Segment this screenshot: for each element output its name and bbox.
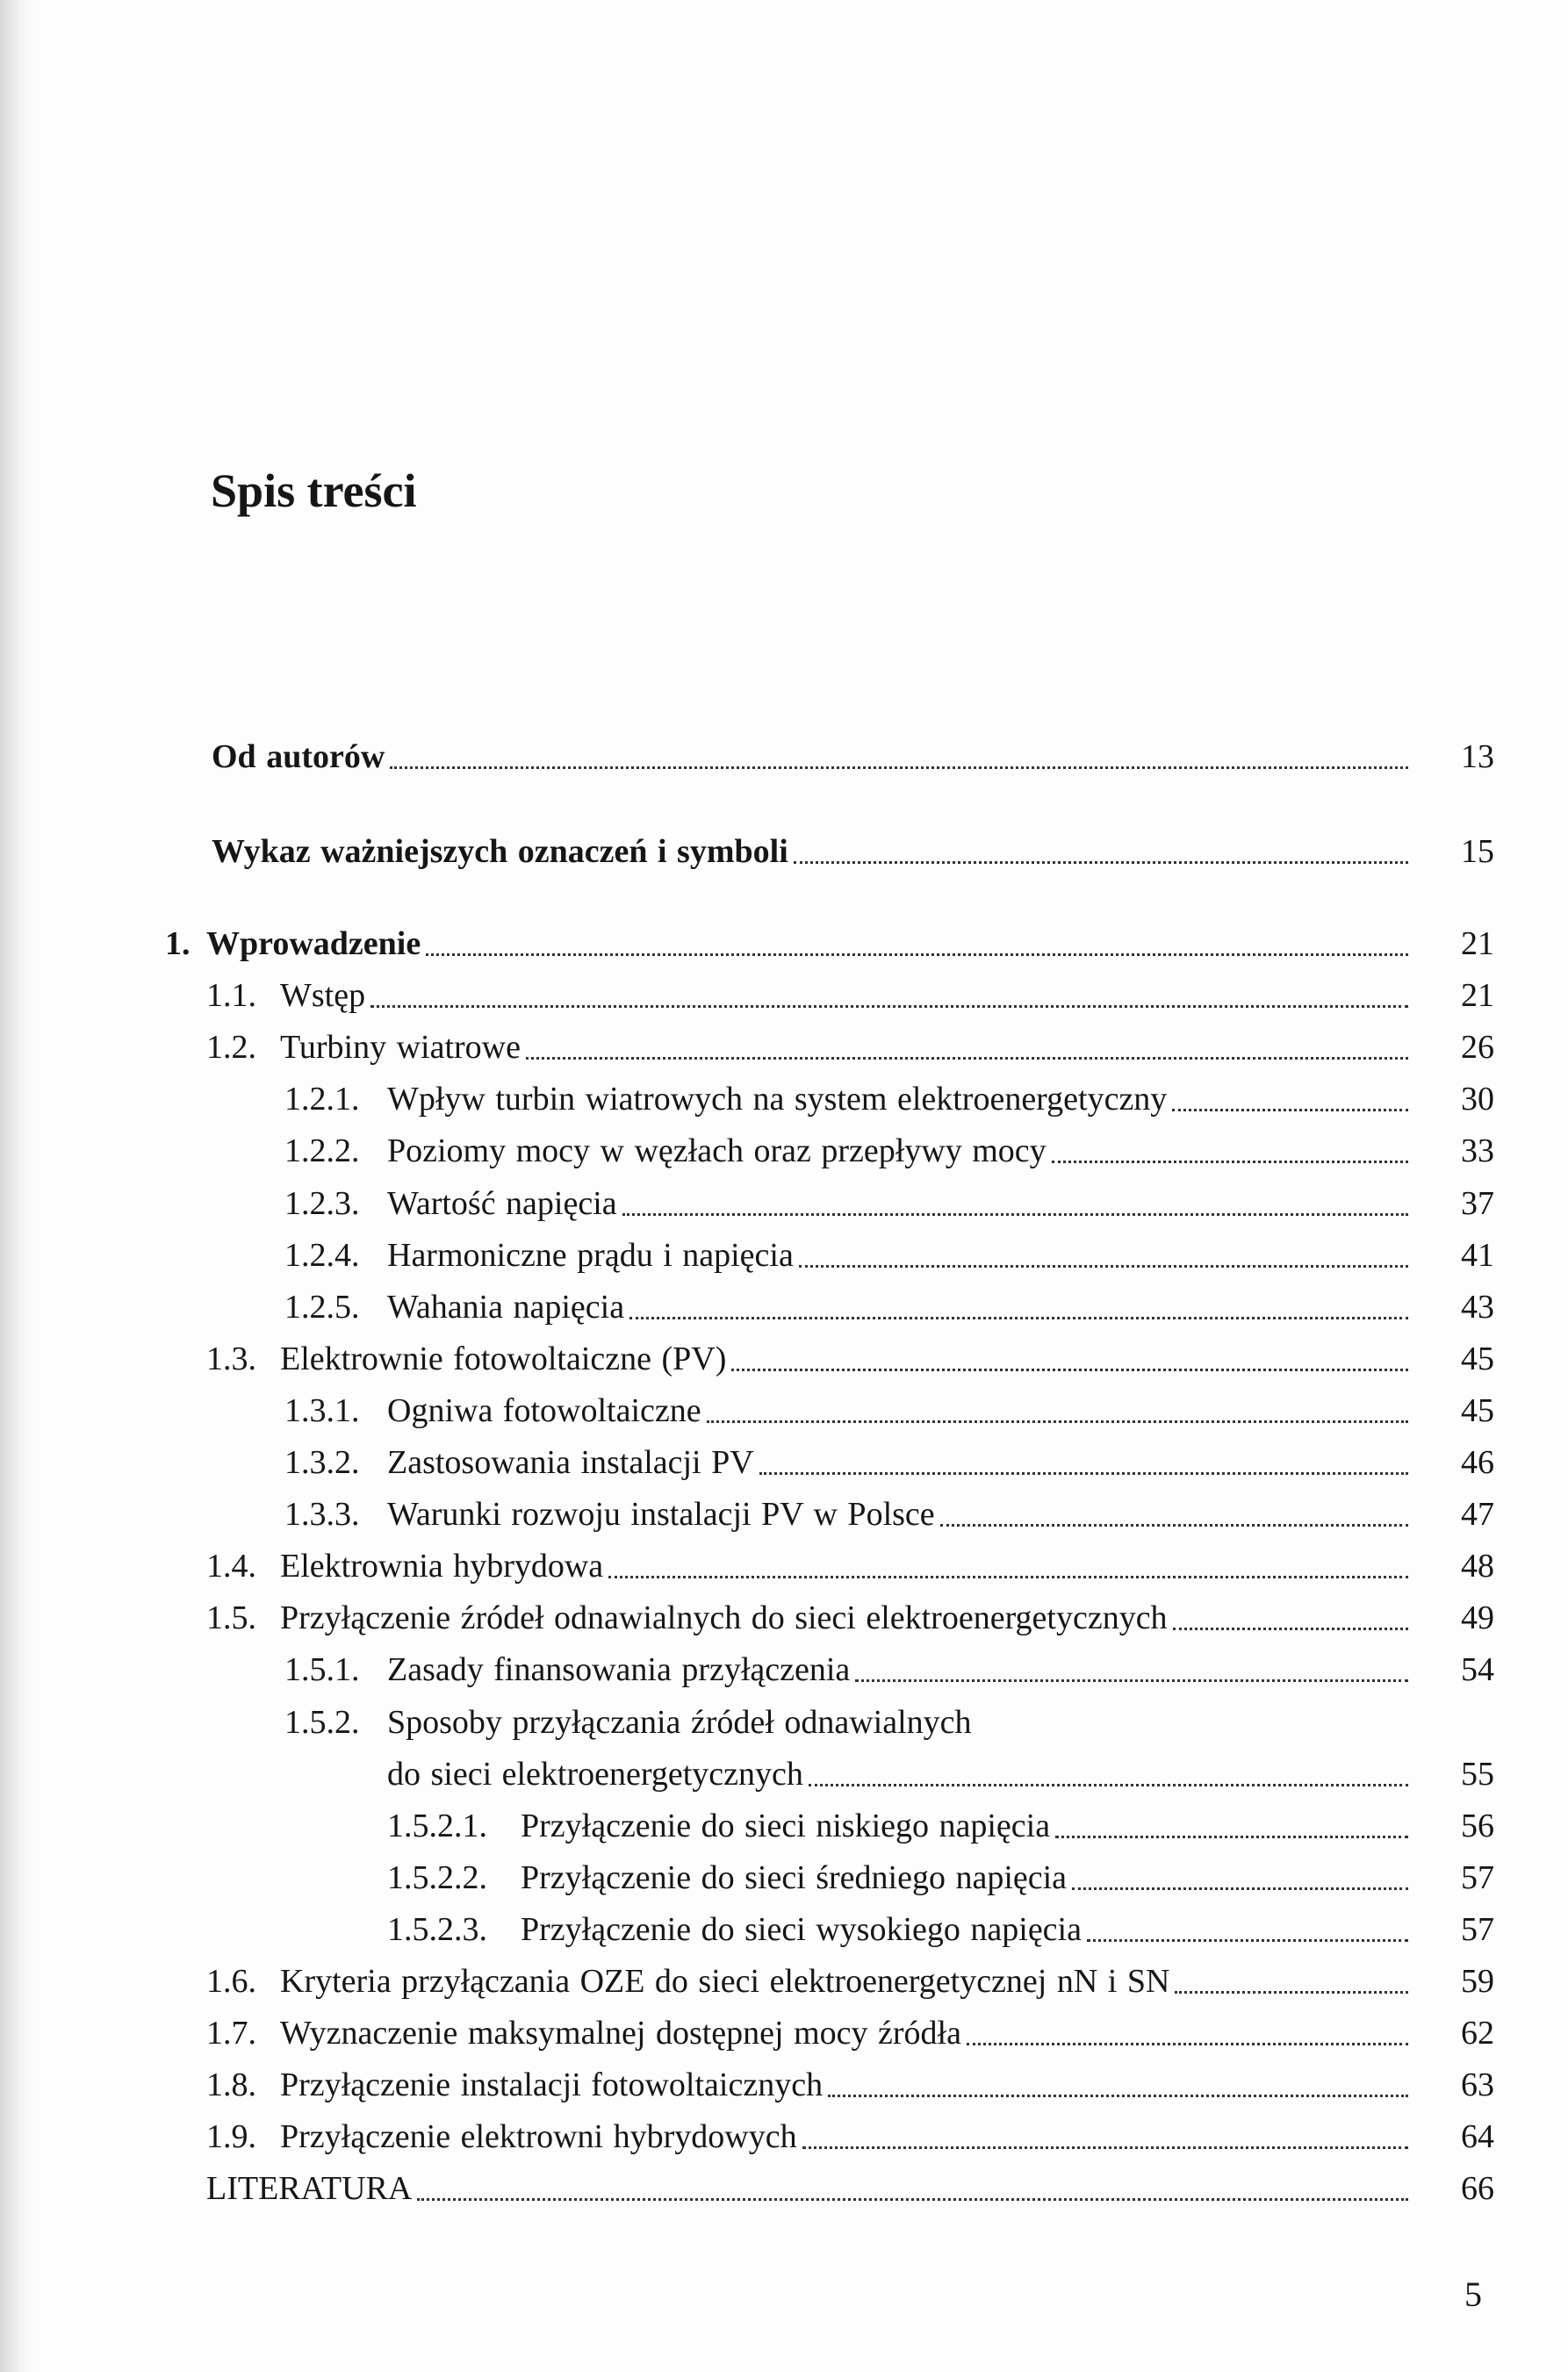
dot-leader	[809, 1784, 1408, 1786]
toc-entry-number: 1.8.	[206, 2067, 256, 2104]
toc-entry-number: 1.4.	[206, 1548, 256, 1585]
toc-entry-title: Harmoniczne prądu i napięcia	[387, 1236, 794, 1274]
toc-entry-number: 1.2.3.	[284, 1184, 360, 1222]
toc-entry[interactable]	[0, 1282, 1568, 1333]
toc-entry[interactable]	[0, 1489, 1568, 1541]
dot-leader	[526, 1057, 1408, 1060]
dot-leader	[967, 2043, 1408, 2045]
toc-entry-title: Przyłączenie do sieci niskiego napięcia	[521, 1807, 1051, 1844]
toc-entry[interactable]	[0, 1592, 1568, 1644]
dot-leader	[1087, 1939, 1408, 1942]
toc-entry[interactable]	[0, 1125, 1568, 1177]
toc-entry-page: 49	[1461, 1599, 1494, 1637]
toc-entry-title: Przyłączenie do sieci wysokiego napięcia	[521, 1910, 1082, 1948]
dot-leader	[426, 953, 1408, 956]
toc-entry-number: 1.2.2.	[284, 1132, 360, 1170]
dot-leader	[1173, 1628, 1408, 1630]
toc-entry-page: 41	[1461, 1236, 1494, 1274]
toc-entry-page: 30	[1461, 1081, 1494, 1118]
toc-entry-page: 66	[1461, 2170, 1494, 2208]
dot-leader	[1172, 1109, 1408, 1111]
toc-entry[interactable]	[0, 1904, 1568, 1956]
toc-entry-title: Elektrownie fotowoltaiczne (PV)	[280, 1340, 727, 1377]
toc-entry-number: 1.	[165, 925, 191, 962]
toc-entry-title: Zastosowania instalacji PV	[387, 1444, 754, 1481]
toc-entry-title: LITERATURA	[206, 2170, 413, 2208]
toc-entry-page: 63	[1461, 2067, 1494, 2104]
toc-entry[interactable]	[0, 2163, 1568, 2215]
toc-entry-page: 54	[1461, 1651, 1494, 1689]
toc-entry-number: 1.5.1.	[284, 1651, 360, 1689]
toc-entry-page: 62	[1461, 2015, 1494, 2052]
toc-entry[interactable]	[0, 2059, 1568, 2111]
toc-entry-number: 1.5.2.1.	[387, 1807, 487, 1844]
dot-leader	[707, 1420, 1408, 1423]
toc-entry-title: Przyłączenie do sieci średniego napięcia	[521, 1858, 1068, 1896]
dot-leader	[608, 1576, 1408, 1578]
toc-entry[interactable]	[0, 1437, 1568, 1489]
toc-entry-title: Przyłączenie elektrowni hybrydowych	[280, 2118, 797, 2156]
toc-entry[interactable]	[0, 1230, 1568, 1282]
toc-entry[interactable]	[0, 1333, 1568, 1385]
dot-leader	[417, 2198, 1408, 2201]
toc-entry-title: Wyznaczenie maksymalnej dostępnej mocy źródła	[280, 2015, 961, 2052]
dot-leader	[629, 1317, 1408, 1319]
toc-entry-number: 1.2.1.	[284, 1081, 360, 1118]
toc-entry-title: Przyłączenie źródeł odnawialnych do sieci elektroenergetycznych	[280, 1599, 1168, 1637]
toc-entry-page: 21	[1461, 925, 1494, 962]
toc-entry[interactable]	[0, 1541, 1568, 1592]
toc-entry-page: 46	[1461, 1444, 1494, 1481]
toc-entry-title: Warunki rozwoju instalacji PV w Polsce	[387, 1496, 935, 1534]
toc-entry[interactable]	[0, 1697, 1568, 1749]
toc-entry-title: Wartość napięcia	[387, 1184, 617, 1222]
toc-entry-page: 45	[1461, 1391, 1494, 1429]
toc-entry-title: Kryteria przyłączania OZE do sieci elektroenergetycznej nN i SN	[280, 1963, 1170, 2000]
toc-entry-number: 1.5.	[206, 1599, 256, 1637]
toc-entry-page: 37	[1461, 1184, 1494, 1222]
toc-entry-page: 43	[1461, 1288, 1494, 1326]
toc-entry-page: 21	[1461, 977, 1494, 1015]
toc-entry-page: 57	[1461, 1858, 1494, 1896]
toc-entry[interactable]	[0, 2008, 1568, 2059]
toc-entry[interactable]	[0, 1022, 1568, 1074]
toc-entry-page: 64	[1461, 2118, 1494, 2156]
toc-entry-number: 1.3.2.	[284, 1444, 360, 1481]
toc-entry-number: 1.7.	[206, 2015, 256, 2052]
toc-entry-page: 47	[1461, 1496, 1494, 1534]
dot-leader	[799, 1265, 1408, 1268]
toc-entry-number: 1.2.	[206, 1029, 256, 1067]
page-number: 5	[1464, 2275, 1482, 2314]
toc-entry-page: 57	[1461, 1910, 1494, 1948]
toc-entry-page: 15	[1461, 833, 1494, 870]
toc-entry-number: 1.5.2.3.	[387, 1910, 487, 1948]
toc-entry[interactable]	[0, 918, 1568, 970]
toc-entry-number: 1.5.2.	[284, 1703, 360, 1741]
toc-entry-title: Wprowadzenie	[206, 925, 421, 962]
toc-entry[interactable]	[0, 2111, 1568, 2163]
dot-leader	[622, 1213, 1408, 1216]
toc-entry[interactable]	[0, 1801, 1568, 1852]
toc-entry[interactable]	[0, 1852, 1568, 1904]
dot-leader	[828, 2095, 1408, 2097]
toc-entry-page: 48	[1461, 1548, 1494, 1585]
dot-leader	[855, 1679, 1408, 1682]
toc-entry-title: Zasady finansowania przyłączenia	[387, 1651, 851, 1689]
toc-entry-page: 59	[1461, 1963, 1494, 2000]
toc-entry-title: Od autorów	[212, 738, 385, 775]
dot-leader	[802, 2146, 1408, 2149]
dot-leader	[759, 1472, 1408, 1475]
dot-leader	[1055, 1836, 1408, 1838]
dot-leader	[794, 861, 1408, 864]
toc-entry[interactable]	[0, 1644, 1568, 1696]
toc-entry-number: 1.6.	[206, 1963, 256, 2000]
toc-entry-number: 1.2.5.	[284, 1288, 360, 1326]
toc-entry-title: do sieci elektroenergetycznych	[387, 1755, 803, 1793]
toc-entry[interactable]	[0, 1956, 1568, 2008]
dot-leader	[1175, 1991, 1408, 1994]
toc-entry[interactable]	[0, 970, 1568, 1022]
dot-leader	[731, 1369, 1408, 1371]
toc-entry-number: 1.2.4.	[284, 1236, 360, 1274]
toc-entry-number: 1.5.2.2.	[387, 1858, 487, 1896]
toc-entry[interactable]	[0, 1074, 1568, 1125]
toc-entry-title: Sposoby przyłączania źródeł odnawialnych	[387, 1703, 972, 1741]
toc-entry-page: 56	[1461, 1807, 1494, 1844]
toc-entry-number: 1.3.1.	[284, 1391, 360, 1429]
toc-entry-page: 26	[1461, 1029, 1494, 1067]
toc-entry-number: 1.1.	[206, 977, 256, 1015]
toc-entry[interactable]	[0, 731, 1568, 783]
page-title: Spis treści	[211, 464, 417, 517]
toc-entry-title: Przyłączenie instalacji fotowoltaicznych	[280, 2067, 824, 2104]
toc-entry-number: 1.9.	[206, 2118, 256, 2156]
toc-entry[interactable]	[0, 1749, 1568, 1801]
dot-leader	[370, 1005, 1408, 1008]
toc-entry[interactable]	[0, 826, 1568, 878]
toc-entry-page: 13	[1461, 738, 1494, 775]
toc-entry-page: 55	[1461, 1755, 1494, 1793]
toc-entry-title: Wstęp	[280, 977, 366, 1015]
toc-entry-title: Ogniwa fotowoltaiczne	[387, 1391, 701, 1429]
toc-entry-number: 1.3.3.	[284, 1496, 360, 1534]
dot-leader	[1072, 1887, 1408, 1890]
toc-entry[interactable]	[0, 1178, 1568, 1230]
toc-entry-page: 33	[1461, 1132, 1494, 1170]
toc-entry-title: Elektrownia hybrydowa	[280, 1548, 604, 1585]
dot-leader	[940, 1524, 1408, 1527]
toc-entry-title: Wpływ turbin wiatrowych na system elektroenergetyczny	[387, 1081, 1168, 1118]
dot-leader	[390, 766, 1408, 769]
toc-entry-page: 45	[1461, 1340, 1494, 1377]
toc-entry-number: 1.3.	[206, 1340, 256, 1377]
toc-entry-title: Poziomy mocy w węzłach oraz przepływy mocy	[387, 1132, 1047, 1170]
toc-entry[interactable]	[0, 1385, 1568, 1437]
dot-leader	[1052, 1161, 1408, 1163]
toc-entry-title: Wahania napięcia	[387, 1288, 625, 1326]
toc-entry-title: Wykaz ważniejszych oznaczeń i symboli	[212, 833, 788, 870]
toc-entry-title: Turbiny wiatrowe	[280, 1029, 521, 1067]
